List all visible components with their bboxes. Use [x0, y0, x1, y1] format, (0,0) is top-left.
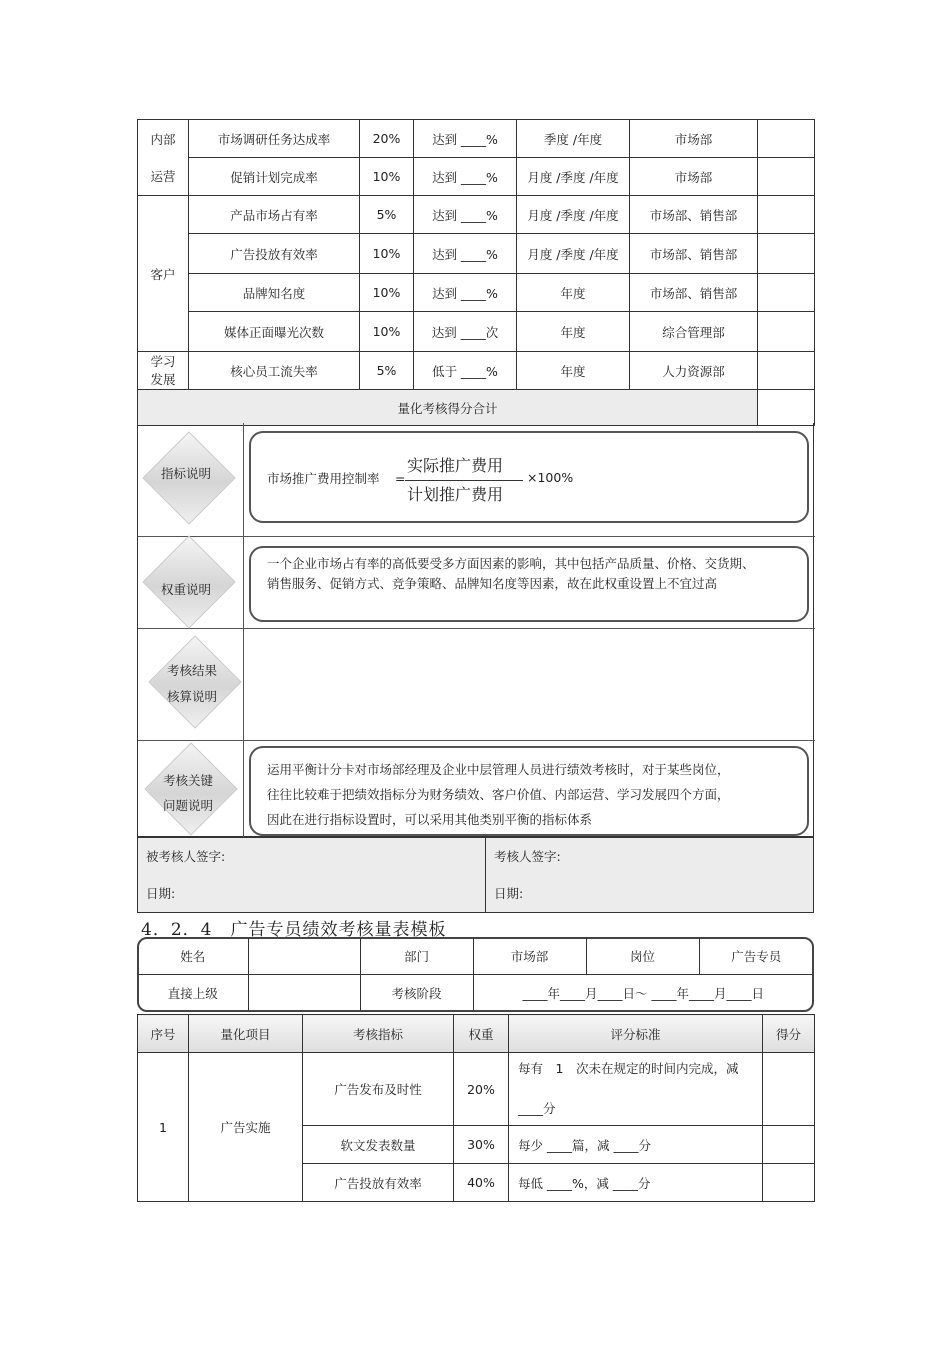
period-cell: 年度	[517, 312, 630, 352]
indicator-cell: 媒体正面曝光次数	[189, 312, 360, 352]
total-label: 量化考核得分合计	[138, 390, 758, 426]
weight-cell: 40%	[454, 1164, 509, 1202]
kpi-row	[138, 234, 815, 274]
supervisor-label: 直接上级	[138, 974, 248, 1011]
weight-cell: 10%	[360, 274, 414, 312]
score-cell[interactable]	[758, 196, 815, 234]
period-cell: 月度 /季度 /年度	[517, 196, 630, 234]
score-cell[interactable]	[763, 1053, 815, 1126]
kpi-table	[137, 119, 815, 426]
formula-box	[249, 431, 809, 523]
total-score-cell[interactable]	[758, 390, 815, 426]
result-label-2: 核算说明	[166, 689, 217, 704]
result-label-1: 考核结果	[166, 663, 217, 678]
key-text-box	[249, 746, 809, 836]
kpi-row	[138, 274, 815, 312]
table-row	[138, 1053, 815, 1126]
weight-cell: 20%	[454, 1053, 509, 1126]
indicator-cell: 品牌知名度	[189, 274, 360, 312]
dept-cell: 市场部、销售部	[630, 274, 758, 312]
standard-cell: 每少 ____篇，减 ____分	[509, 1126, 763, 1164]
indicator-cell: 市场调研任务达成率	[189, 120, 360, 158]
score-cell[interactable]	[758, 352, 815, 390]
target-cell: 达到 ____次	[414, 312, 517, 352]
section-title: 4．2．4 广告专员绩效考核量表模板	[141, 920, 447, 940]
standard-line-2: ____分	[518, 1101, 556, 1116]
target-cell: 低于 ____%	[414, 352, 517, 390]
key-line-2: 往往比较难于把绩效指标分为财务绩效、客户价值、内部运营、学习发展四个方面，	[267, 787, 730, 802]
scoring-table	[137, 1014, 815, 1202]
header-indicator: 考核指标	[303, 1015, 454, 1053]
scoring-header	[138, 1015, 815, 1053]
target-cell: 达到 ____%	[414, 196, 517, 234]
fraction-bar	[405, 480, 523, 481]
period-label: 考核阶段	[360, 974, 473, 1011]
target-cell: 达到 ____%	[414, 274, 517, 312]
target-cell: 达到 ____%	[414, 158, 517, 196]
dept-cell: 市场部	[630, 120, 758, 158]
supervisor-value[interactable]	[248, 974, 360, 1011]
weight-text-box	[249, 546, 809, 622]
dept-label: 部门	[360, 938, 473, 974]
score-cell[interactable]	[758, 234, 815, 274]
weight-text: 一个企业市场占有率的高低要受多方面因素的影响，其中包括产品质量、价格、交货期、销售服务、促销方式、竞争策略、品牌知名度等因素，故在此权重设置上不宜过高	[267, 556, 755, 591]
target-cell: 达到 ____%	[414, 120, 517, 158]
score-cell[interactable]	[758, 312, 815, 352]
score-cell[interactable]	[758, 120, 815, 158]
standard-line-1: 每有 1 次未在规定的时间内完成，减	[518, 1061, 739, 1076]
weight-cell: 30%	[454, 1126, 509, 1164]
standard-cell	[509, 1053, 763, 1126]
header-weight: 权重	[454, 1015, 509, 1053]
header-no: 序号	[138, 1015, 189, 1053]
indicator-label: 指标说明	[160, 466, 211, 481]
period-cell: 年度	[517, 352, 630, 390]
score-cell[interactable]	[758, 158, 815, 196]
dept-cell: 市场部、销售部	[630, 234, 758, 274]
name-label: 姓名	[138, 938, 248, 974]
kpi-row	[138, 120, 815, 158]
indicator-cell: 产品市场占有率	[189, 196, 360, 234]
header-standard: 评分标准	[509, 1015, 763, 1053]
dept-cell: 市场部、销售部	[630, 196, 758, 234]
assessee-date-label[interactable]: 日期:	[146, 886, 176, 901]
dept-cell: 人力资源部	[630, 352, 758, 390]
dept-cell: 市场部	[630, 158, 758, 196]
formula-multiplier: ×100%	[527, 470, 574, 485]
info-table	[138, 938, 813, 1011]
group-no: 1	[138, 1053, 189, 1202]
formula-denominator: 计划推广费用	[407, 485, 504, 504]
indicator-cell: 软文发表数量	[303, 1126, 454, 1164]
weight-cell: 10%	[360, 312, 414, 352]
indicator-cell: 核心员工流失率	[189, 352, 360, 390]
key-line-1: 运用平衡计分卡对市场部经理及企业中层管理人员进行绩效考核时，对于某些岗位，	[267, 762, 730, 777]
dept-value: 市场部	[473, 938, 586, 974]
indicator-cell: 广告发布及时性	[303, 1053, 454, 1126]
target-cell: 达到 ____%	[414, 234, 517, 274]
formula-name: 市场推广费用控制率	[267, 471, 380, 486]
total-row	[138, 390, 815, 426]
key-label-2: 问题说明	[162, 798, 213, 813]
weight-cell: 10%	[360, 158, 414, 196]
notes-section	[137, 423, 814, 837]
kpi-row	[138, 352, 815, 390]
assessee-signature-label[interactable]: 被考核人签字:	[146, 849, 226, 864]
key-line-3: 因此在进行指标设置时，可以采用其他类别平衡的指标体系	[267, 812, 593, 827]
score-cell[interactable]	[763, 1164, 815, 1202]
post-label: 岗位	[586, 938, 699, 974]
period-cell: 季度 /年度	[517, 120, 630, 158]
standard-cell: 每低 ____%，减 ____分	[509, 1164, 763, 1202]
weight-label: 权重说明	[160, 582, 211, 597]
formula-numerator: 实际推广费用	[407, 456, 504, 475]
period-value[interactable]: ____年____月____日～ ____年____月____日	[473, 974, 813, 1011]
name-value[interactable]	[248, 938, 360, 974]
post-value: 广告专员	[699, 938, 813, 974]
group-item: 广告实施	[189, 1053, 303, 1202]
score-cell[interactable]	[758, 274, 815, 312]
kpi-row	[138, 196, 815, 234]
category-cell: 运营	[138, 158, 189, 196]
kpi-row	[138, 158, 815, 196]
kpi-row	[138, 312, 815, 352]
weight-cell: 10%	[360, 234, 414, 274]
category-cell: 客户	[138, 196, 189, 352]
period-cell: 月度 /季度 /年度	[517, 158, 630, 196]
period-cell: 月度 /季度 /年度	[517, 234, 630, 274]
weight-cell: 5%	[360, 352, 414, 390]
header-item: 量化项目	[189, 1015, 303, 1053]
key-label-1: 考核关键	[162, 773, 213, 788]
indicator-cell: 广告投放有效率	[303, 1164, 454, 1202]
indicator-cell: 促销计划完成率	[189, 158, 360, 196]
indicator-cell: 广告投放有效率	[189, 234, 360, 274]
formula-equals: =	[395, 471, 406, 486]
header-score: 得分	[763, 1015, 815, 1053]
weight-cell: 5%	[360, 196, 414, 234]
signature-section	[137, 837, 814, 913]
category-cell: 学习 发展	[138, 352, 189, 390]
info-table-frame	[137, 937, 814, 1012]
score-cell[interactable]	[763, 1126, 815, 1164]
assessor-date-label[interactable]: 日期:	[494, 886, 524, 901]
assessor-signature-label[interactable]: 考核人签字:	[494, 849, 561, 864]
period-cell: 年度	[517, 274, 630, 312]
weight-cell: 20%	[360, 120, 414, 158]
dept-cell: 综合管理部	[630, 312, 758, 352]
category-cell: 内部	[138, 120, 189, 158]
